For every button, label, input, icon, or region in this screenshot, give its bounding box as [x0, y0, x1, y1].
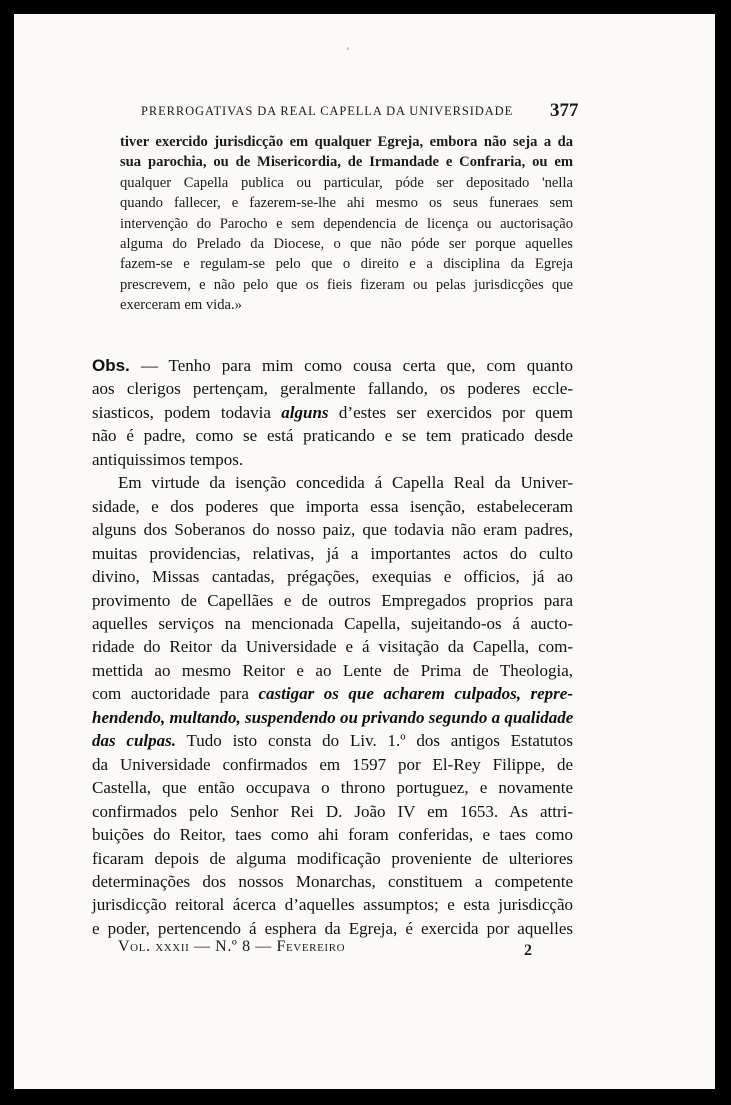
obs-line: da Universidade confirmados em 1597 por El-Rey Filippe, de [92, 754, 573, 774]
obs-line: jurisdicção reitoral ácerca d’aquelles assumptos; e esta jurisdicção [92, 895, 573, 915]
obs-text: d’estes ser exercidos por quem [328, 402, 573, 422]
paper-mark: ‘ [346, 44, 350, 58]
quoted-passage [120, 132, 573, 316]
obs-line: provimento de Capellães e de outros Empregados proprios para [92, 590, 573, 610]
obs-line: aquelles serviços na mencionada Capella, sujeitando-os á aucto- [92, 613, 573, 633]
obs-line: divino, Missas cantadas, prégações, exequias e officios, já ao [92, 567, 573, 587]
signature-mark: 2 [524, 942, 532, 959]
obs-line [92, 354, 573, 377]
obs-line: determinações dos nossos Monarchas, constituem a competente [92, 871, 573, 891]
obs-line: muitas providencias, relativas, já a importantes actos do culto [92, 543, 573, 563]
obs-line: antiquissimos tempos. [92, 449, 244, 469]
obs-line: e poder, pertencendo á esphera da Egreja, é exercida por aquelles [92, 918, 573, 938]
quote-line: prescrevem, e não pelo que os fieis fizeram ou pelas jurisdicções que [120, 276, 573, 293]
quote-line: alguma do Prelado da Diocese, o que não póde ser porque aquelles [120, 236, 573, 253]
quote-line: qualquer Capella publica ou particular, póde ser depositado 'nella [120, 174, 573, 191]
book-page [14, 14, 715, 1089]
obs-line: Em virtude da isenção concedida á Capella Real da Univer- [118, 473, 573, 493]
obs-text: Tudo isto consta do Liv. 1.º dos antigos Estatutos [176, 731, 573, 751]
obs-line: ridade do Reitor da Universidade e á visitação da Capella, com- [92, 637, 573, 657]
obs-line: sidade, e dos poderes que importa essa isenção, estabeleceram [92, 496, 573, 516]
obs-line: confirmados pelo Senhor Rei D. João IV em 1653. As attri- [92, 801, 573, 821]
obs-line: mettida ao mesmo Reitor e ao Lente de Prima de Theologia, [92, 660, 573, 680]
quote-line: sua parochia, ou de Misericordia, de Irmandade e Confraria, ou em [120, 154, 573, 171]
obs-line: Castella, que então occupava o throno portuguez, e novamente [92, 778, 573, 798]
obs-line: não é padre, como se está praticando e se tem praticado desde [92, 426, 573, 446]
quote-line: quando fallecer, e fazerem-se-lhe ahi mesmo os seus funeraes sem [120, 195, 573, 212]
obs-text: siasticos, podem todavia [92, 402, 282, 422]
obs-italic: hendendo, multando, suspendendo ou privando segundo a qualidade [92, 707, 574, 727]
obs-italic: castigar os que acharem culpados, repre- [258, 684, 574, 704]
obs-line: aos clerigos pertençam, geralmente fallando, os poderes eccle- [92, 379, 573, 399]
obs-line: buições do Reitor, taes como ahi foram conferidas, e taes como [92, 825, 573, 845]
footer-volume: Vol. xxxii — N.º 8 — Fevereiro [118, 938, 346, 955]
quote-line: tiver exercido jurisdicção em qualquer Egreja, embora não seja a da [120, 134, 573, 150]
obs-label: Obs. [92, 356, 130, 375]
quote-line: intervenção do Parocho e sem dependencia de licença ou auctorisação [120, 215, 573, 232]
quote-line: fazem-se e regulam-se pelo que o direito e a disciplina da Egreja [120, 256, 573, 273]
obs-line: ficaram depois de alguma modificação proveniente de ulteriores [92, 848, 573, 868]
obs-line [92, 682, 573, 705]
obs-line [92, 729, 573, 752]
running-title: PRERROGATIVAS DA REAL CAPELLA DA UNIVERSIDADE [141, 104, 514, 118]
obs-italic: alguns [281, 402, 329, 422]
obs-text: — Tenho para mim como cousa certa que, com quanto [140, 356, 574, 375]
obs-line: alguns dos Soberanos do nosso paiz, que todavia não eram padres, [92, 520, 573, 540]
obs-line [92, 706, 573, 729]
obs-text: com auctoridade para [92, 684, 259, 704]
obs-line [92, 401, 573, 424]
observation-text [92, 354, 573, 940]
obs-italic: das culpas. [92, 731, 177, 751]
quote-line: exerceram em vida.» [120, 297, 242, 314]
page-number: 377 [550, 100, 579, 121]
